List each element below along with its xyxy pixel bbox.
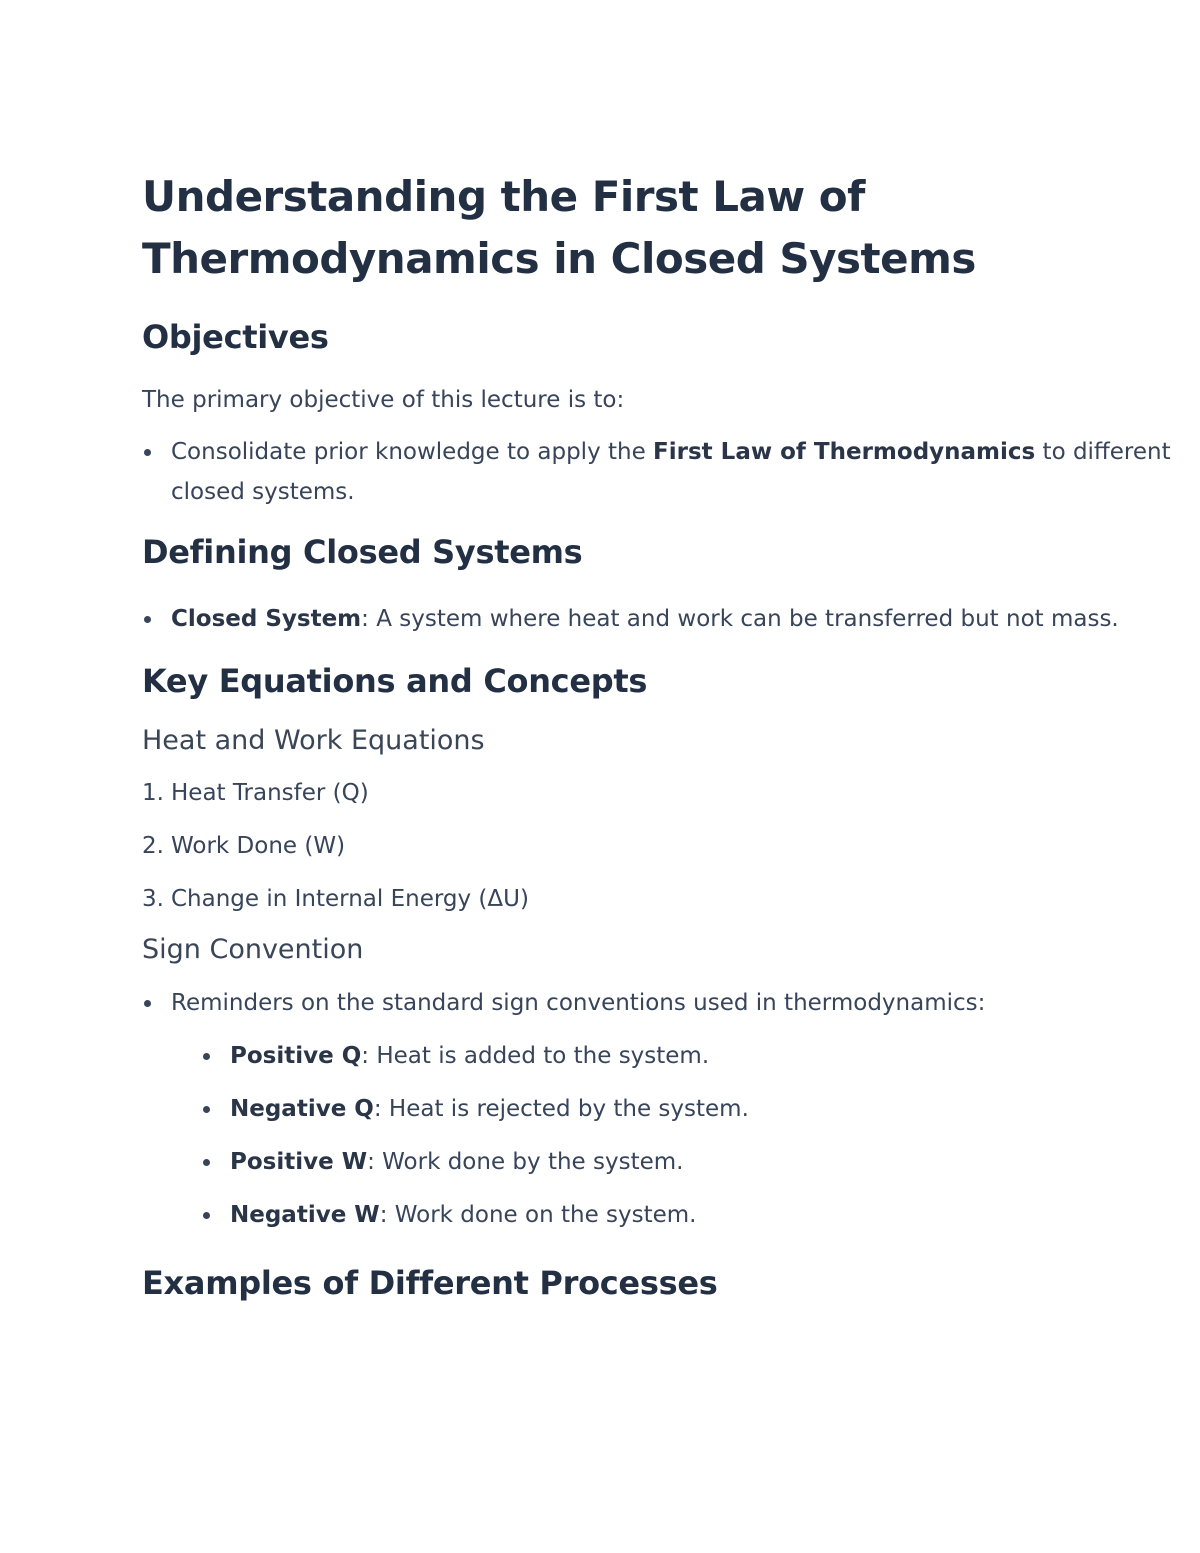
closed-systems-heading: Defining Closed Systems <box>142 533 583 571</box>
page-title: Understanding the First Law of Thermodynamics in Closed Systems <box>142 172 976 283</box>
item-bold-term: First Law of Thermodynamics <box>653 439 1036 465</box>
list-item <box>142 599 1200 639</box>
item-text: : Heat is rejected by the system. <box>373 1096 749 1122</box>
list-item <box>201 1142 1200 1182</box>
list-item <box>201 1195 1200 1235</box>
objectives-list <box>142 432 1200 512</box>
item-text: Work Done (W) <box>171 833 346 859</box>
list-item <box>142 879 1200 919</box>
heat-work-subheading: Heat and Work Equations <box>142 725 485 756</box>
sign-convention-subheading: Sign Convention <box>142 934 364 965</box>
item-text-post: to different closed systems. <box>171 439 1171 505</box>
item-text: : A system where heat and work can be transferred but not mass. <box>361 606 1119 632</box>
item-text: Change in Internal Energy (ΔU) <box>171 886 529 912</box>
list-item <box>142 983 1200 1235</box>
item-text: : Heat is added to the system. <box>361 1043 710 1069</box>
item-bold-term: Positive W <box>230 1149 368 1175</box>
sign-convention-list <box>142 983 1200 1235</box>
objectives-intro: The primary objective of this lecture is to: <box>142 387 625 413</box>
item-text: : Work done on the system. <box>379 1202 697 1228</box>
list-item <box>142 826 1200 866</box>
item-number: 3. <box>142 886 164 912</box>
list-item <box>142 773 1200 813</box>
item-bold-term: Negative W <box>230 1202 380 1228</box>
equations-list <box>142 773 1200 919</box>
list-item <box>201 1036 1200 1076</box>
examples-heading: Examples of Different Processes <box>142 1264 718 1302</box>
sign-convention-sublist <box>171 1036 1200 1235</box>
list-item <box>142 432 1200 512</box>
objectives-heading: Objectives <box>142 318 329 356</box>
item-text: : Work done by the system. <box>367 1149 684 1175</box>
closed-systems-list <box>142 599 1200 639</box>
list-item <box>201 1089 1200 1129</box>
item-bold-term: Closed System <box>171 606 362 632</box>
item-bold-term: Negative Q <box>230 1096 374 1122</box>
item-bold-term: Positive Q <box>230 1043 362 1069</box>
item-text: Heat Transfer (Q) <box>171 780 369 806</box>
key-equations-heading: Key Equations and Concepts <box>142 662 648 700</box>
item-text: Reminders on the standard sign conventions used in thermodynamics: <box>171 990 986 1016</box>
item-text-pre: Consolidate prior knowledge to apply the <box>171 439 654 465</box>
item-number: 1. <box>142 780 164 806</box>
item-number: 2. <box>142 833 164 859</box>
